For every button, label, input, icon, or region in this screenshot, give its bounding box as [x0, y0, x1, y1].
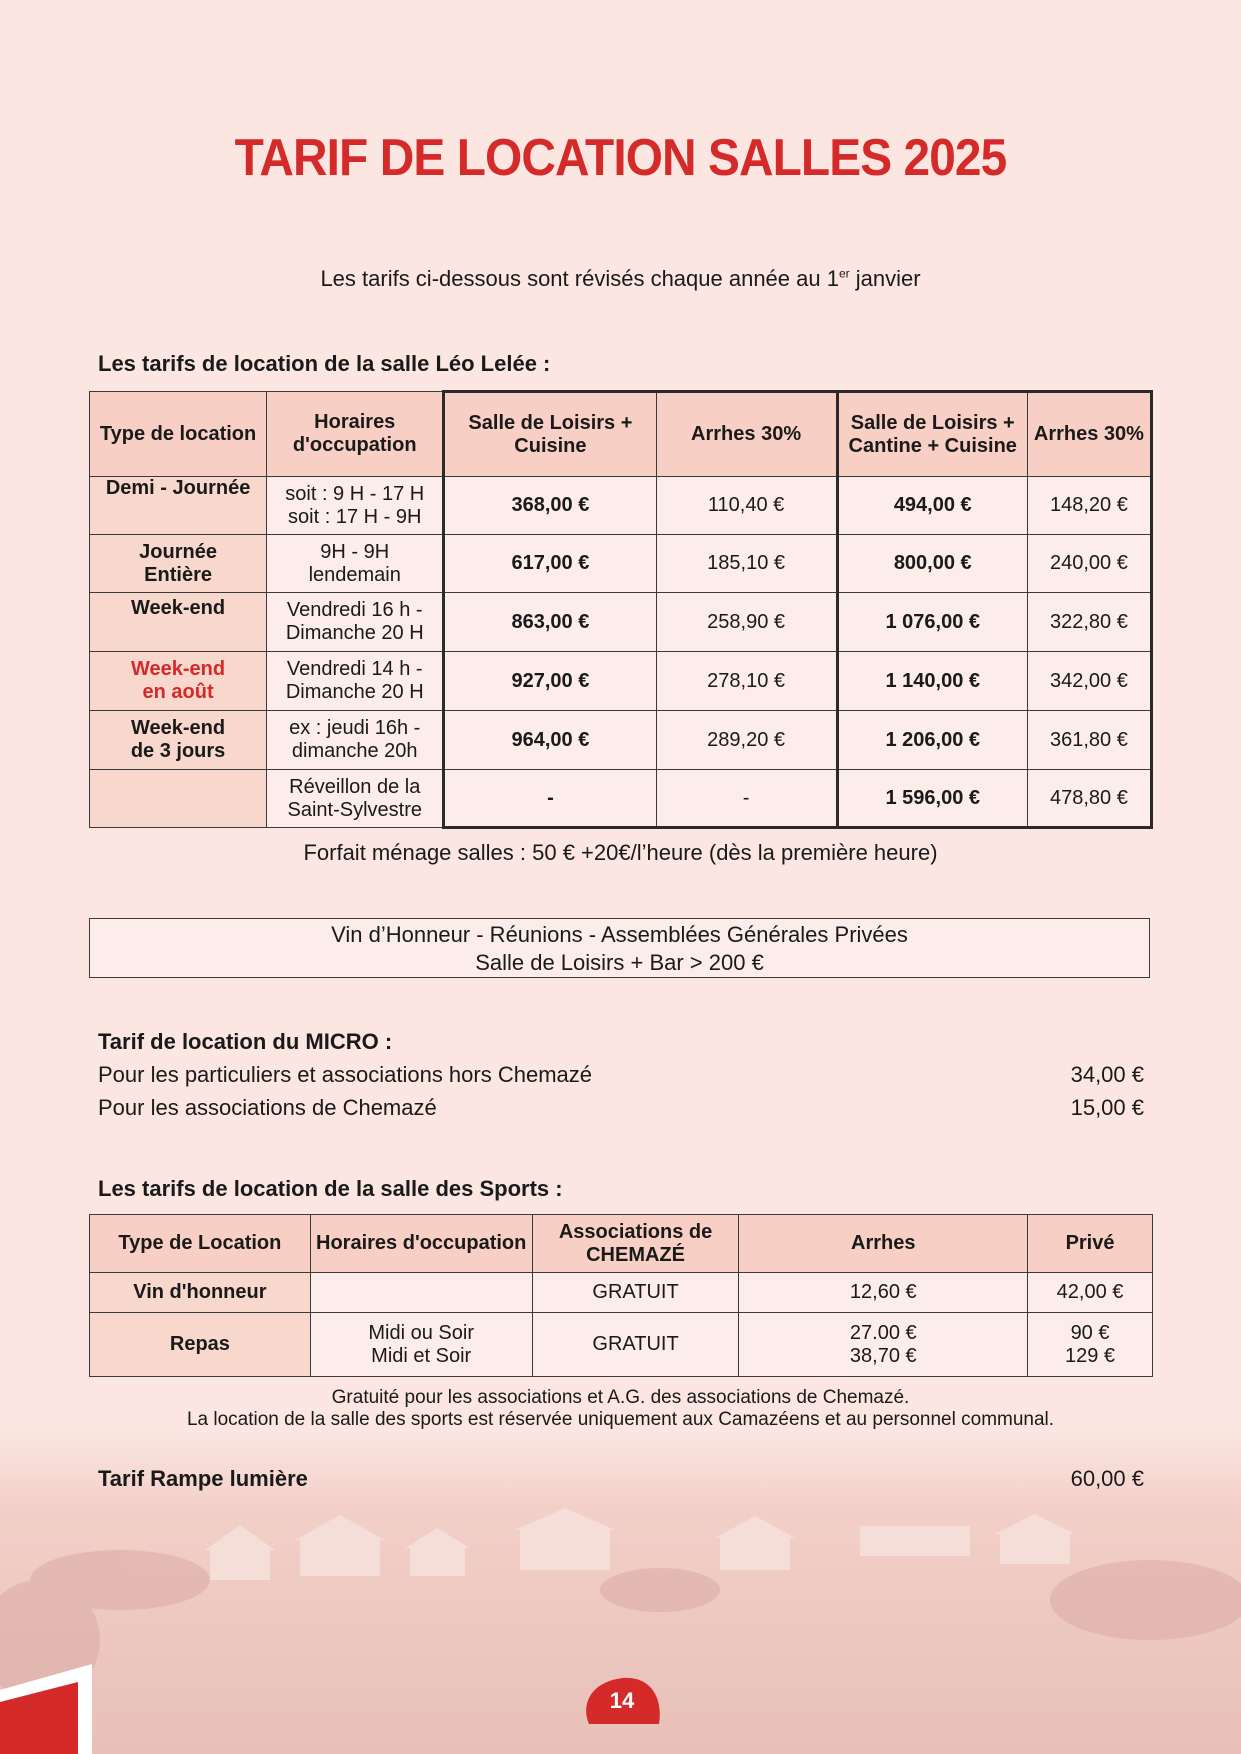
- row-hours: soit : 9 H - 17 H soit : 17 H - 9H: [267, 477, 444, 535]
- sports-section-title: Les tarifs de location de la salle des Sports :: [98, 1176, 563, 1201]
- table-row: [90, 652, 1152, 711]
- row-arrhes-1: 110,40 €: [656, 477, 837, 535]
- row-loisirs: 368,00 €: [444, 477, 656, 535]
- sports-row-type: Repas: [90, 1313, 311, 1377]
- sports-row-prive: 42,00 €: [1028, 1273, 1153, 1313]
- micro-section-title: Tarif de location du MICRO :: [98, 1029, 393, 1054]
- sports-note-2: La location de la salle des sports est réservée uniquement aux Camazéens et au personnel communal.: [186, 1409, 1055, 1430]
- row-arrhes-1: 258,90 €: [656, 593, 837, 652]
- row-hours: ex : jeudi 16h - dimanche 20h: [267, 711, 444, 770]
- row-arrhes-2: 240,00 €: [1027, 535, 1151, 593]
- row-type: Week-end de 3 jours: [90, 711, 267, 770]
- row-cantine: 1 140,00 €: [837, 652, 1027, 711]
- vin-honneur-box: [89, 918, 1150, 978]
- intro-after: janvier: [849, 266, 921, 291]
- row-arrhes-2: 342,00 €: [1027, 652, 1151, 711]
- table-row: [90, 1273, 1153, 1313]
- header-arrhes-2: Arrhes 30%: [1027, 392, 1151, 477]
- row-cantine: 1 206,00 €: [837, 711, 1027, 770]
- micro-row: [98, 1095, 1144, 1121]
- row-loisirs: 964,00 €: [444, 711, 656, 770]
- micro-row: [98, 1062, 1144, 1088]
- row-type-highlight: Week-end en août: [90, 652, 267, 711]
- sports-row-type: Vin d'honneur: [90, 1273, 311, 1313]
- sports-row-arrhes: 27.00 € 38,70 €: [739, 1313, 1028, 1377]
- row-arrhes-2: 322,80 €: [1027, 593, 1151, 652]
- intro-before: Les tarifs ci-dessous sont révisés chaque année au 1: [320, 266, 839, 291]
- table-row: [90, 535, 1152, 593]
- row-arrhes-2: 361,80 €: [1027, 711, 1151, 770]
- row-hours: Réveillon de la Saint-Sylvestre: [267, 770, 444, 828]
- forfait-menage: Forfait ménage salles : 50 € +20€/l’heure (dès la première heure): [303, 840, 938, 865]
- row-hours: Vendredi 14 h - Dimanche 20 H: [267, 652, 444, 711]
- sports-note-1: Gratuité pour les associations et A.G. des associations de Chemazé.: [331, 1387, 910, 1408]
- sports-header-hours: Horaires d'occupation: [310, 1215, 532, 1273]
- header-loisirs: Salle de Loisirs + Cuisine: [444, 392, 656, 477]
- sports-header-arrhes: Arrhes: [739, 1215, 1028, 1273]
- intro-superscript: er: [838, 266, 850, 281]
- row-cantine: 1 076,00 €: [837, 593, 1027, 652]
- sports-header-prive: Privé: [1028, 1215, 1153, 1273]
- row-arrhes-1: -: [656, 770, 837, 828]
- sports-row-arrhes: 12,60 €: [739, 1273, 1028, 1313]
- rampe-label: Tarif Rampe lumière: [98, 1466, 308, 1491]
- leo-section-title: Les tarifs de location de la salle Léo Lelée :: [98, 351, 551, 376]
- sports-tariff-table: [89, 1214, 1153, 1377]
- row-arrhes-1: 289,20 €: [656, 711, 837, 770]
- sports-row-assoc: GRATUIT: [532, 1273, 739, 1313]
- vin-box-line-2: Salle de Loisirs + Bar > 200 €: [475, 950, 764, 975]
- sports-header-type: Type de Location: [90, 1215, 311, 1273]
- micro-row-label: Pour les associations de Chemazé: [98, 1095, 437, 1120]
- row-loisirs: 617,00 €: [444, 535, 656, 593]
- row-loisirs: -: [444, 770, 656, 828]
- table-row: [90, 477, 1152, 535]
- table-row: [90, 593, 1152, 652]
- row-loisirs: 927,00 €: [444, 652, 656, 711]
- table-row: [90, 711, 1152, 770]
- page-title: TARIF DE LOCATION SALLES 2025: [234, 129, 1007, 187]
- sports-header-assoc: Associations de CHEMAZÉ: [532, 1215, 739, 1273]
- corner-brand-mark: [0, 1660, 92, 1754]
- table-row: [90, 770, 1152, 828]
- row-type: [90, 770, 267, 828]
- rampe-row: [98, 1466, 1144, 1492]
- micro-row-price: 34,00 €: [1070, 1062, 1144, 1087]
- vin-box-line-1: Vin d’Honneur - Réunions - Assemblées Générales Privées: [331, 922, 908, 947]
- row-arrhes-1: 185,10 €: [656, 535, 837, 593]
- micro-row-price: 15,00 €: [1070, 1095, 1144, 1120]
- leo-tariff-table: [89, 390, 1153, 829]
- row-loisirs: 863,00 €: [444, 593, 656, 652]
- micro-row-label: Pour les particuliers et associations hors Chemazé: [98, 1062, 593, 1087]
- sports-row-assoc: GRATUIT: [532, 1313, 739, 1377]
- rampe-price: 60,00 €: [1070, 1466, 1144, 1491]
- row-type: Journée Entière: [90, 535, 267, 593]
- header-arrhes-1: Arrhes 30%: [656, 392, 837, 477]
- intro-text: [0, 266, 1241, 292]
- row-arrhes-2: 148,20 €: [1027, 477, 1151, 535]
- row-hours: Vendredi 16 h - Dimanche 20 H: [267, 593, 444, 652]
- row-arrhes-2: 478,80 €: [1027, 770, 1151, 828]
- row-cantine: 494,00 €: [837, 477, 1027, 535]
- row-cantine: 800,00 €: [837, 535, 1027, 593]
- sports-row-hours: [310, 1273, 532, 1313]
- header-hours: Horaires d'occupation: [267, 392, 444, 477]
- row-type: Demi - Journée: [90, 477, 267, 535]
- table-row: [90, 1313, 1153, 1377]
- header-type: Type de location: [90, 392, 267, 477]
- row-hours: 9H - 9H lendemain: [267, 535, 444, 593]
- page-number: 14: [609, 1688, 635, 1713]
- sports-row-prive: 90 € 129 €: [1028, 1313, 1153, 1377]
- row-type: Week-end: [90, 593, 267, 652]
- header-cantine: Salle de Loisirs + Cantine + Cuisine: [837, 392, 1027, 477]
- sports-row-hours: Midi ou Soir Midi et Soir: [310, 1313, 532, 1377]
- row-cantine: 1 596,00 €: [837, 770, 1027, 828]
- row-arrhes-1: 278,10 €: [656, 652, 837, 711]
